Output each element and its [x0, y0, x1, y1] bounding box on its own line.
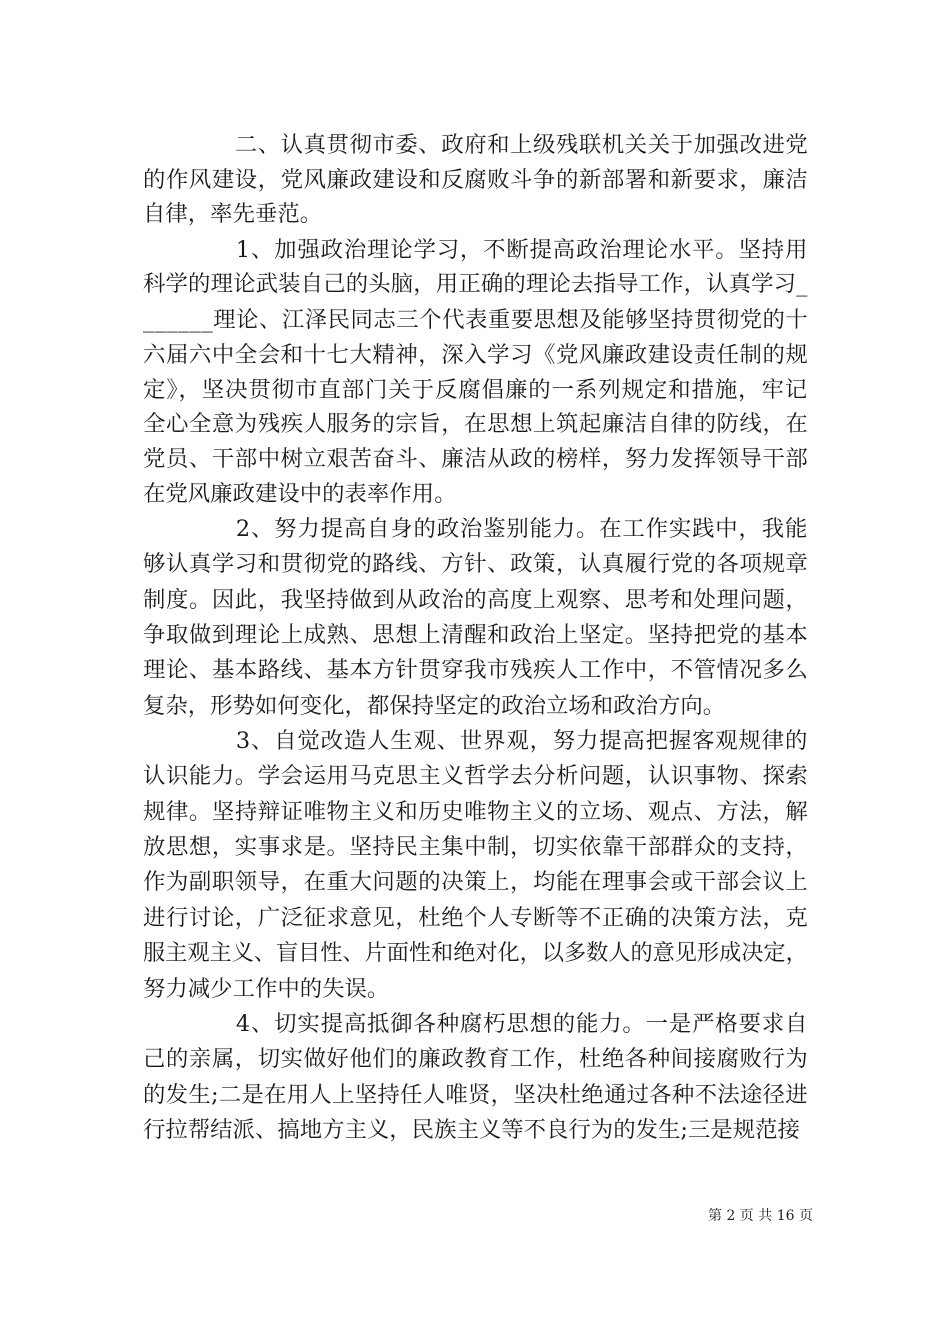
- text-line: 认识能力。学会运用马克思主义哲学去分析问题，认识事物、探索: [143, 763, 809, 789]
- text-line: 六届六中全会和十七大精神，深入学习《党风廉政建设责任制的规: [143, 342, 809, 368]
- text-line: 党员、干部中树立艰苦奋斗、廉洁从政的榜样，努力发挥领导干部: [143, 446, 809, 472]
- text-line: 作为副职领导，在重大问题的决策上，均能在理事会或干部会议上: [143, 869, 809, 895]
- text-line: 规律。坚持辩证唯物主义和历史唯物主义的立场、观点、方法，解: [143, 799, 809, 825]
- text-line: 科学的理论武装自己的头脑，用正确的理论去指导工作，认真学习_: [143, 271, 808, 297]
- text-line: 制度。因此，我坚持做到从政治的高度上观察、思考和处理问题，: [143, 587, 809, 613]
- text-line: 够认真学习和贯彻党的路线、方针、政策，认真履行党的各项规章: [143, 551, 809, 577]
- text-line: 在党风廉政建设中的表率作用。: [143, 481, 457, 507]
- text-line: 二、认真贯彻市委、政府和上级残联机关关于加强改进党: [143, 132, 809, 158]
- text-line: 己的亲属，切实做好他们的廉政教育工作，杜绝各种间接腐败行为: [143, 1046, 809, 1072]
- text-line: 1、加强政治理论学习，不断提高政治理论水平。坚持用: [143, 237, 809, 263]
- text-line: 的作风建设，党风廉政建设和反腐败斗争的新部署和新要求，廉洁: [143, 167, 809, 193]
- text-line: 的发生;二是在用人上坚持任人唯贤，坚决杜绝通过各种不法途径进: [143, 1082, 808, 1108]
- text-line: 理论、基本路线、基本方针贯穿我市残疾人工作中，不管情况多么: [143, 657, 809, 683]
- text-line: 放思想，实事求是。坚持民主集中制，切实依靠干部群众的支持，: [143, 834, 809, 860]
- page-footer: 第 2 页 共 16 页: [708, 1208, 813, 1224]
- text-line: 行拉帮结派、搞地方主义，民族主义等不良行为的发生;三是规范接: [143, 1117, 800, 1143]
- text-line: 自律，率先垂范。: [143, 201, 323, 227]
- text-line: 争取做到理论上成熟、思想上清醒和政治上坚定。坚持把党的基本: [143, 622, 809, 648]
- text-line: 2、努力提高自身的政治鉴别能力。在工作实践中，我能: [143, 516, 809, 542]
- text-line: 努力减少工作中的失误。: [143, 976, 390, 1002]
- text-line: 复杂，形势如何变化，都保持坚定的政治立场和政治方向。: [143, 693, 726, 719]
- text-line: 3、自觉改造人生观、世界观，努力提高把握客观规律的: [143, 728, 809, 754]
- text-line: ______理论、江泽民同志三个代表重要思想及能够坚持贯彻党的十: [143, 307, 809, 333]
- text-line: 定》，坚决贯彻市直部门关于反腐倡廉的一系列规定和措施，牢记: [143, 377, 809, 403]
- text-line: 服主观主义、盲目性、片面性和绝对化，以多数人的意见形成决定，: [143, 940, 808, 966]
- text-line: 4、切实提高抵御各种腐朽思想的能力。一是严格要求自: [143, 1011, 809, 1037]
- text-line: 进行讨论，广泛征求意见，杜绝个人专断等不正确的决策方法，克: [143, 905, 809, 931]
- text-line: 全心全意为残疾人服务的宗旨，在思想上筑起廉洁自律的防线，在: [143, 411, 809, 437]
